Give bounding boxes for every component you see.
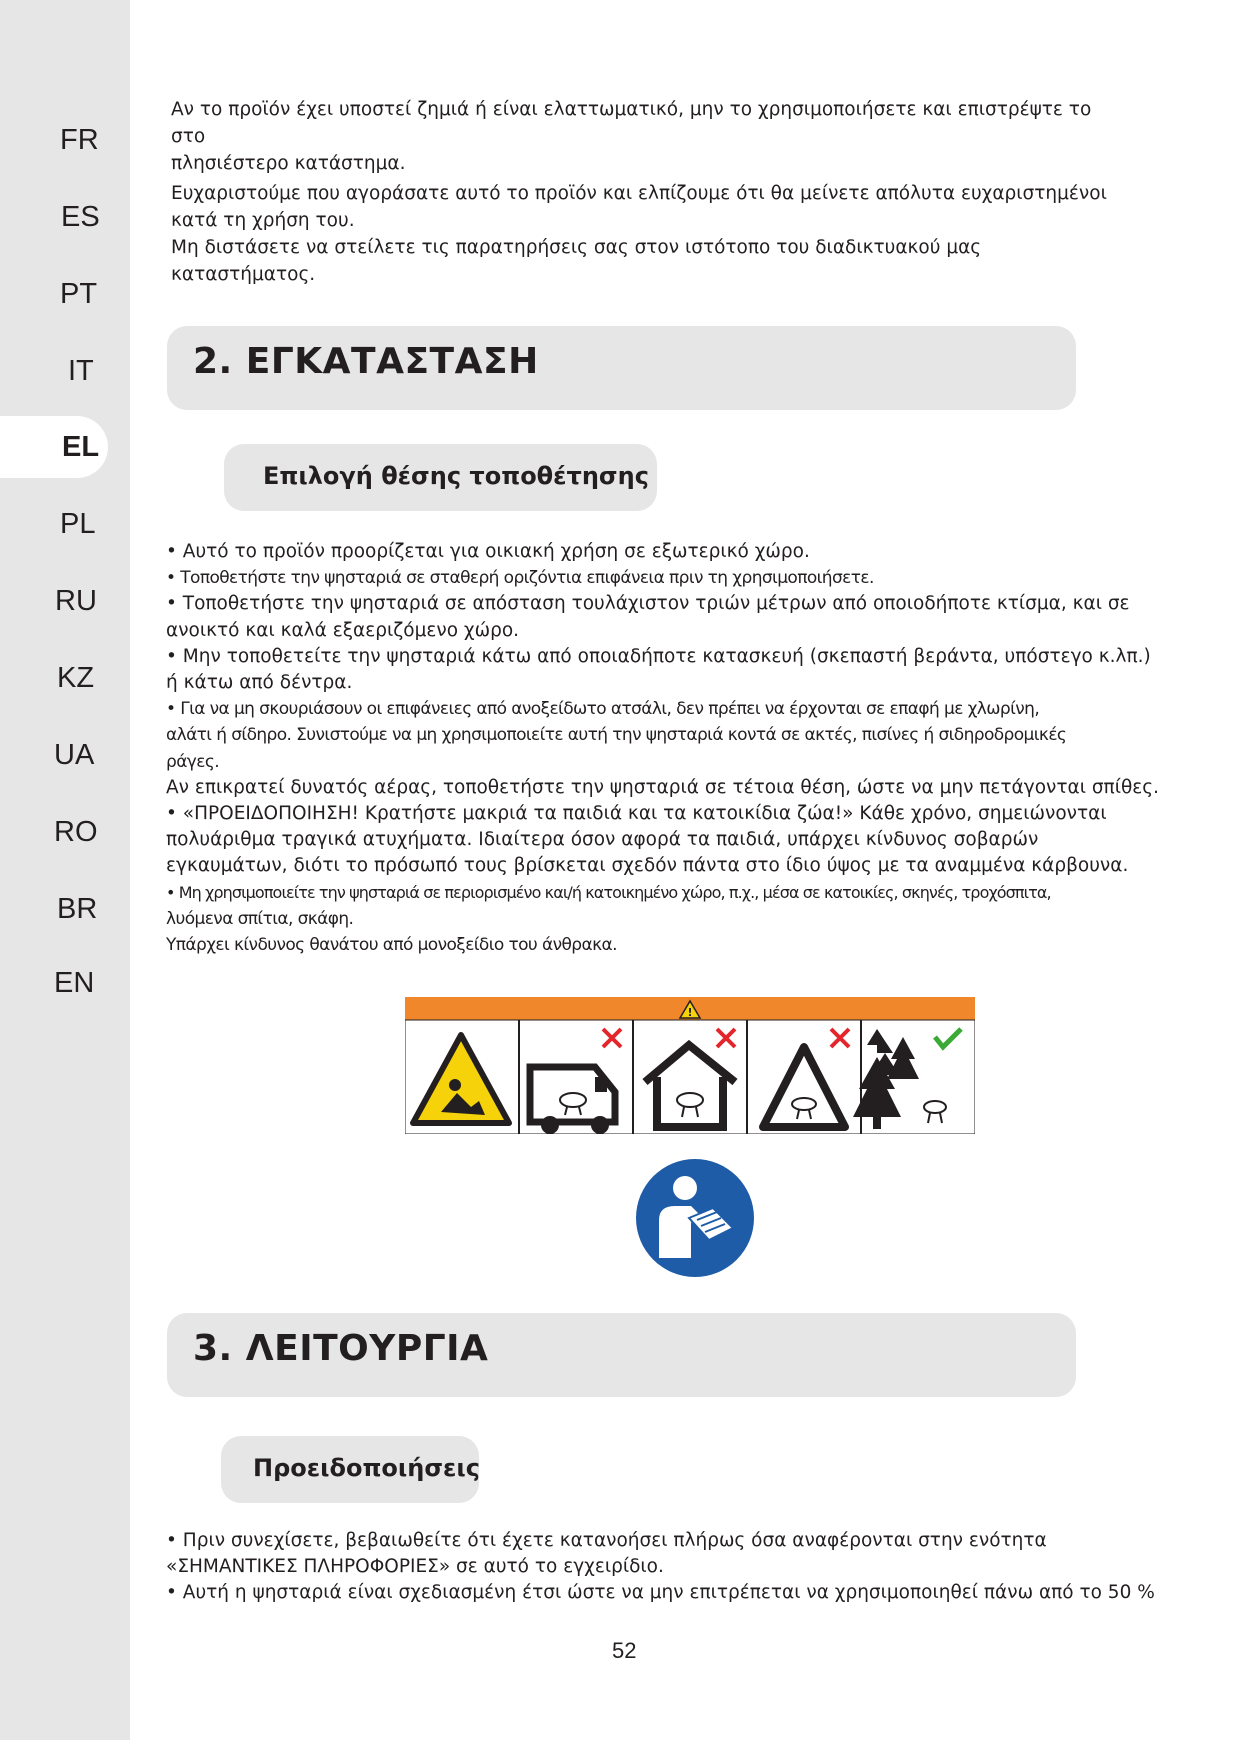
lang-label: EL (62, 431, 100, 463)
body-line: • Τοποθετήστε την ψησταριά σε απόσταση τουλάχιστον τριών μέτρων από οποιοδήποτε κτίσμα, και σε (166, 593, 1130, 615)
body-line: Αν επικρατεί δυνατός αέρας, τοποθετήστε την ψησταριά σε τέτοια θέση, ώστε να μην πετάγονται σπίθες. (166, 776, 1160, 798)
body-line: εγκαυμάτων, διότι το πρόσωπό τους βρίσκεται σχεδόν πάντα στο ίδιο ύψος με τα αναμμένα κάρβουνα. (166, 855, 1129, 877)
body-line: Υπάρχει κίνδυνος θανάτου από μονοξείδιο του άνθρακα. (166, 935, 617, 956)
language-sidebar (0, 0, 130, 1740)
section-3-title: 3. ΛΕΙΤΟΥΡΓΙΑ (193, 1328, 489, 1369)
intro-line: Ευχαριστούμε που αγοράσατε αυτό το προϊόν και ελπίζουμε ότι θα μείνετε απόλυτα ευχαριστημένοι (171, 183, 1107, 204)
lang-label: KZ (57, 662, 95, 694)
lang-label: FR (60, 124, 99, 156)
lang-tab-el[interactable] (0, 416, 108, 478)
body-line: • Αυτό το προϊόν προορίζεται για οικιακή χρήση σε εξωτερικό χώρο. (166, 541, 810, 562)
lang-label: PT (60, 278, 98, 310)
section-2-title: 2. ΕΓΚΑΤΑΣΤΑΣΗ (193, 341, 539, 382)
placement-warning-pictograms (405, 997, 975, 1134)
intro-paragraph-1 (171, 96, 1131, 177)
read-manual-mandatory-sign (635, 1158, 755, 1282)
body-line: αλάτι ή σίδηρο. Συνιστούμε να μη χρησιμοποιείτε αυτή την ψησταριά κοντά σε ακτές, πισίνες ή σιδηροδρομικές (166, 725, 1067, 746)
body-line: • Μην τοποθετείτε την ψησταριά κάτω από οποιαδήποτε κατασκευή (σκεπαστή βεράντα, υπόστεγο κ.λπ.) (166, 645, 1151, 667)
body-line: • Αυτή η ψησταριά είναι σχεδιασμένη έτσι ώστε να μην επιτρέπεται να χρησιμοποιηθεί πάνω από το 50 % (166, 1582, 1155, 1604)
lang-label: ES (61, 201, 100, 233)
lang-label: EN (54, 967, 95, 999)
lang-label: BR (57, 893, 98, 925)
section-2-subtitle: Επιλογή θέσης τοποθέτησης (263, 462, 649, 490)
page-number: 52 (612, 1638, 637, 1663)
intro-line: πλησιέστερο κατάστημα. (171, 153, 406, 174)
svg-text:!: ! (687, 1006, 693, 1019)
intro-paragraph-2 (171, 180, 1131, 288)
body-line: ράγες. (166, 751, 220, 772)
body-line: ή κάτω από δέντρα. (166, 672, 353, 694)
section-2-body (166, 539, 1160, 958)
body-line: • Μη χρησιμοποιείτε την ψησταριά σε περιορισμένο και/ή κατοικημένο χώρο, π.χ., μέσα σε κατοικίες, σκηνές, τροχόσπιτα, (166, 882, 1051, 902)
body-line: λυόμενα σπίτια, σκάφη. (166, 908, 354, 929)
intro-line: Αν το προϊόν έχει υποστεί ζημιά ή είναι ελαττωματικό, μην το χρησιμοποιήσετε και επιστρέψτε το στο (171, 99, 1092, 147)
body-line: πολυάριθμα τραγικά ατυχήματα. Ιδιαίτερα όσον αφορά τα παιδιά, υπάρχει κίνδυνος σοβαρών (166, 829, 1039, 851)
body-line: «ΣΗΜΑΝΤΙΚΕΣ ΠΛΗΡΟΦΟΡΙΕΣ» σε αυτό το εγχειρίδιο. (166, 1556, 664, 1578)
body-line: • Πριν συνεχίσετε, βεβαιωθείτε ότι έχετε κατανοήσει πλήρως όσα αναφέρονται στην ενότητα (166, 1530, 1047, 1551)
read-manual-icon (635, 1158, 755, 1278)
pictogram-strip-graphic (405, 997, 975, 1134)
intro-line: Μη διστάσετε να στείλετε τις παρατηρήσεις σας στον ιστότοπο του διαδικτυακού μας καταστήματος. (171, 237, 982, 285)
body-line: • «ΠΡΟΕΙΔΟΠΟΙΗΣΗ! Κρατήστε μακριά τα παιδιά και τα κατοικίδια ζώα!» Κάθε χρόνο, σημειώνονται (166, 803, 1107, 825)
section-3-body (166, 1528, 1155, 1607)
lang-label: IT (68, 355, 94, 387)
lang-label: RU (55, 585, 97, 617)
body-line: • Τοποθετήστε την ψησταριά σε σταθερή οριζόντια επιφάνεια πριν τη χρησιμοποιήσετε. (166, 568, 874, 589)
body-line: ανοικτό και καλά εξαεριζόμενο χώρο. (166, 619, 520, 641)
lang-label: UA (54, 739, 95, 771)
lang-label: RO (54, 816, 98, 848)
intro-line: κατά τη χρήση του. (171, 210, 355, 231)
section-3-subtitle: Προειδοποιήσεις (253, 1454, 480, 1482)
body-line: • Για να μη σκουριάσουν οι επιφάνειες από ανοξείδωτο ατσάλι, δεν πρέπει να έρχονται σε επαφή με χλωρίνη, (166, 699, 1040, 720)
lang-label: PL (60, 508, 96, 540)
